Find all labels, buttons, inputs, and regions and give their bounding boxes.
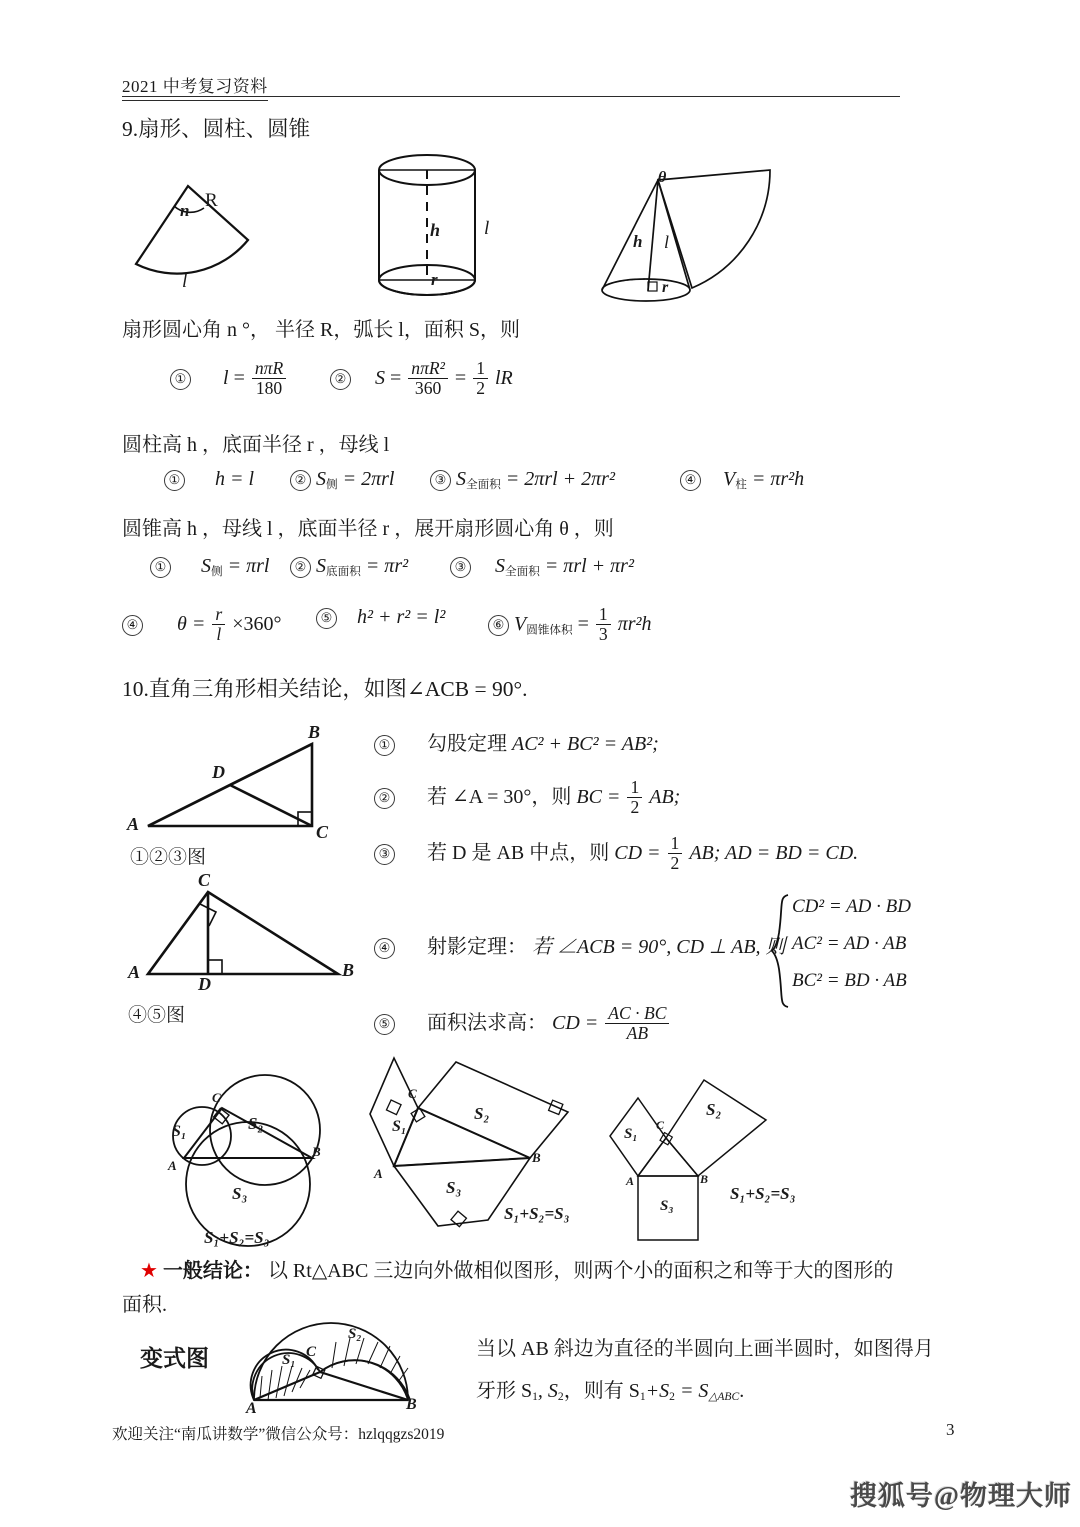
figure-cylinder (372, 152, 502, 302)
cone-formula-4 (122, 606, 281, 645)
formula-base: S (456, 468, 466, 490)
system-equation-3: BC² = BD · AB (792, 970, 907, 991)
cone-definition-line: 圆锥高 h ，母线 l ，底面半径 r ，展开扇形圆心角 θ ，则 (122, 518, 614, 540)
conclusion-item-2 (374, 779, 680, 818)
sector-formula-1: ① l = $\frac{\text{nπR}}{180}$ (170, 360, 288, 399)
item-marker: ② (374, 788, 395, 809)
formula-lhs: θ = (177, 613, 206, 636)
squares-tilted-label-S3: S₃ (446, 1178, 462, 1197)
header-rule (122, 96, 900, 97)
formula-rhs: = 2πrl (342, 468, 395, 490)
triangle2-caption: ④⑤图 (128, 1005, 186, 1026)
item-fraction: $\frac{1}{2}$ (668, 834, 683, 873)
cone-formula-5 (316, 606, 445, 629)
cone-radius-label: r (662, 279, 669, 296)
formula-subscript: 侧 (211, 565, 223, 579)
formula-tail: ×360° (232, 613, 282, 636)
squares-upright-vertex-C: C (656, 1118, 665, 1132)
cone-formula-6 (488, 606, 652, 645)
cone-theta-label: θ (658, 169, 667, 186)
formula-lhs: S (375, 367, 385, 390)
squares-tilted-vertex-A: A (374, 1166, 383, 1181)
figure-sector (126, 168, 276, 298)
formula-rhs: = πr²h (751, 468, 805, 490)
conclusion-item-3 (374, 835, 858, 874)
variant-text-d: 2 (557, 1390, 564, 1404)
cylinder-height-label: h (430, 220, 441, 240)
cone-formula-3 (450, 555, 634, 579)
formula-fraction: $\frac{r}{l}$ (212, 605, 225, 644)
formula-rhs: = πrl + πr² (544, 555, 634, 577)
figure-right-triangle-2 (128, 870, 360, 1026)
formula-rhs: = 2πrl + 2πr² (505, 468, 615, 490)
circles-label-S1: S₁ (172, 1123, 187, 1140)
squares-tilted-label-S1: S₁ (392, 1118, 407, 1135)
item-tail: AB; AD = BD = CD. (689, 842, 859, 865)
variant-text-h: 2 (669, 1390, 675, 1404)
formula-subscript: 全面积 (505, 565, 540, 579)
formula-marker: ⑥ (488, 615, 509, 636)
variant-text-a: 牙形 S (476, 1380, 533, 1402)
formula-marker: ⑤ (316, 608, 337, 629)
cone-height-label: h (633, 232, 643, 251)
footer-note: 欢迎关注“南瓜讲数学”微信公众号：hzlqqgzs2019 (112, 1426, 445, 1443)
variant-text-line-2 (476, 1374, 744, 1403)
item-label: 若 D 是 AB 中点，则 (427, 842, 610, 865)
squares-upright-label-S3: S₃ (660, 1198, 674, 1214)
item-marker: ③ (374, 844, 395, 865)
variant-text-g: +S (645, 1380, 670, 1402)
figure-similar-squares-tilted (374, 1080, 578, 1240)
formula-fraction: $\frac{1}{3}$ (596, 605, 611, 644)
sector-formula-2: ② S = $\frac{\text{nπR²}}{360}$ = $\frac{1}{2}$ lR (330, 360, 513, 399)
formula-marker: ① (150, 557, 171, 578)
item-label: 面积法求高： (427, 1012, 547, 1035)
formula-base: V (514, 613, 527, 636)
section-10-heading: 10.直角三角形相关结论，如图∠ACB = 90°. (122, 677, 528, 701)
cylinder-formula-4 (680, 468, 804, 492)
formula-marker: ① (164, 470, 185, 491)
general-conclusion-line-1 (140, 1254, 893, 1283)
conclusion-item-1 (374, 727, 659, 756)
variant-text-e: ，则有 S (563, 1380, 640, 1402)
lune-vertex-C: C (306, 1344, 317, 1360)
cylinder-formula-3 (430, 468, 615, 492)
system-equation-2: AC² = AD · AB (792, 933, 907, 954)
figure-cone (600, 160, 790, 310)
item-marker: ① (374, 735, 395, 756)
formula-subscript: 柱 (735, 478, 747, 492)
formula-fraction: $\frac{\text{nπR}}{180}$ (252, 359, 286, 398)
squares-upright-vertex-B: B (700, 1172, 709, 1186)
item-formula: AC² + BC² = AB²; (512, 733, 659, 755)
formula-equals: = (577, 613, 589, 636)
formula-base: S (316, 555, 326, 577)
page-number: 3 (946, 1420, 955, 1439)
formula-marker: ③ (450, 557, 471, 578)
squares-tilted-vertex-B: B (532, 1150, 541, 1165)
formula-rhs: = πr² (365, 555, 409, 577)
item-lhs: CD = (552, 1012, 599, 1035)
formula-subscript: 圆锥体积 (526, 623, 573, 637)
formula-marker: ② (290, 470, 311, 491)
cylinder-radius-label: r (431, 270, 438, 289)
figure-right-triangle-1 (127, 722, 350, 868)
formula-marker: ④ (122, 615, 143, 636)
triangle1-vertex-A: A (127, 814, 140, 834)
item-label: 勾股定理 (427, 733, 507, 755)
circles-label-S3: S₃ (232, 1184, 248, 1203)
item-tail: AB; (649, 786, 681, 809)
triangle1-vertex-C: C (316, 822, 329, 842)
item-condition: 若 ∠ACB = 90°, CD ⊥ AB, 则 (532, 936, 786, 958)
formula-base: S (316, 468, 326, 490)
formula-subscript: 全面积 (466, 478, 501, 492)
system-equation-1: CD² = AD · BD (792, 896, 911, 917)
lune-vertex-B: B (406, 1396, 417, 1413)
variant-text-b: 1 (532, 1390, 538, 1404)
triangle2-vertex-B: B (342, 960, 355, 980)
section-9-heading: 9.扇形、圆柱、圆锥 (122, 117, 311, 141)
circles-vertex-A: A (168, 1158, 177, 1173)
formula-marker: ① (170, 369, 191, 390)
item-fraction: $\frac{1}{2}$ (627, 778, 642, 817)
figure-similar-circles (160, 1080, 350, 1247)
star-icon: ★ (140, 1260, 158, 1282)
formula-rhs: = πrl (227, 555, 270, 577)
circles-vertex-B: B (312, 1144, 321, 1159)
variant-caption: 变式图 (140, 1346, 209, 1371)
conclusion-item-5 (374, 1005, 671, 1044)
lune-label-S1: S₁ (282, 1352, 296, 1368)
formula-tail: πr²h (617, 613, 652, 636)
sector-angle-label: n (180, 201, 190, 220)
triangle2-vertex-A: A (128, 962, 141, 982)
formula-tail: lR (495, 367, 513, 390)
variant-text-c: , S (537, 1380, 558, 1402)
squares-upright-vertex-A: A (626, 1174, 635, 1188)
formula-fraction-2: $\frac{1}{2}$ (473, 359, 488, 398)
item-lhs: CD = (614, 842, 661, 865)
cylinder-definition-line: 圆柱高 h ，底面半径 r ，母线 l (122, 434, 390, 456)
formula-marker: ② (330, 369, 351, 390)
sector-definition-line: 扇形圆心角 n °， 半径 R，弧长 l，面积 S，则 (122, 319, 521, 341)
formula-marker: ④ (680, 470, 701, 491)
formula-subscript: 底面积 (326, 565, 361, 579)
variant-text-j: △ABC (708, 1390, 740, 1404)
watermark: 搜狐号@物理大师 (849, 1481, 1072, 1511)
squares-tilted-label-S2: S₂ (474, 1104, 490, 1123)
item-fraction: $\frac{AC \cdot BC}{AB}$ (605, 1004, 669, 1043)
variant-text-k: . (739, 1380, 745, 1402)
item-label: 射影定理： (427, 936, 527, 958)
squares-upright-caption: S₁+S₂=S₃ (730, 1184, 796, 1203)
formula-marker: ② (290, 557, 311, 578)
formula-base: V (723, 468, 736, 490)
formula-body: h² + r² = l² (357, 606, 446, 628)
squares-tilted-vertex-C: C (408, 1086, 417, 1101)
cylinder-slant-label: l (484, 218, 490, 239)
sector-radius-label: R (205, 190, 218, 211)
figure-lune (240, 1312, 430, 1422)
formula-base: S (495, 555, 505, 577)
triangle1-caption: ①②③图 (130, 847, 207, 868)
variant-text-line-1: 当以 AB 斜边为直径的半圆向上画半圆时，如图得月 (476, 1338, 934, 1360)
circles-caption: S₁+S₂=S₃ (204, 1228, 270, 1247)
item-marker: ⑤ (374, 1014, 395, 1035)
conclusion-item-4 (374, 930, 786, 959)
system-brace (770, 893, 792, 1009)
general-conclusion-line-2: 面积. (122, 1294, 167, 1316)
triangle1-vertex-D: D (212, 762, 225, 782)
triangle1-vertex-B: B (308, 722, 321, 742)
item-label: 若 ∠A = 30°，则 (427, 786, 572, 809)
squares-upright-label-S2: S₂ (706, 1100, 722, 1119)
lune-vertex-A: A (246, 1400, 257, 1417)
cone-slant-label: l (664, 232, 670, 252)
cone-formula-1 (150, 555, 269, 579)
header-title: 2021 中考复习资料 (122, 72, 268, 101)
triangle2-vertex-D: D (198, 974, 211, 994)
variant-text-f: 1 (639, 1390, 646, 1404)
formula-body: h = l (215, 468, 255, 490)
squares-upright-label-S1: S₁ (624, 1126, 638, 1142)
cylinder-formula-2 (290, 468, 394, 492)
squares-tilted-caption: S₁+S₂=S₃ (504, 1204, 570, 1223)
circles-vertex-C: C (212, 1090, 221, 1105)
circles-label-S2: S₂ (248, 1114, 264, 1133)
formula-fraction: $\frac{\text{nπR²}}{360}$ (408, 359, 448, 398)
conclusion-title: 一般结论： (162, 1260, 263, 1282)
variant-text-i: = S (674, 1380, 709, 1402)
formula-base: S (201, 555, 211, 577)
cone-formula-2 (290, 555, 408, 579)
formula-subscript: 侧 (326, 478, 338, 492)
figure-similar-squares-upright (608, 1072, 818, 1252)
sector-arc-label: l (182, 271, 188, 292)
lune-label-S2: S₂ (348, 1326, 362, 1342)
item-lhs: BC = (576, 786, 621, 809)
cylinder-formula-1 (164, 468, 254, 491)
formula-lhs: l (223, 367, 229, 390)
formula-marker: ③ (430, 470, 451, 491)
item-marker: ④ (374, 938, 395, 959)
conclusion-text: 以 Rt△ABC 三边向外做相似图形，则两个小的面积之和等于大的图形的 (267, 1260, 894, 1282)
triangle2-vertex-C: C (198, 870, 211, 890)
